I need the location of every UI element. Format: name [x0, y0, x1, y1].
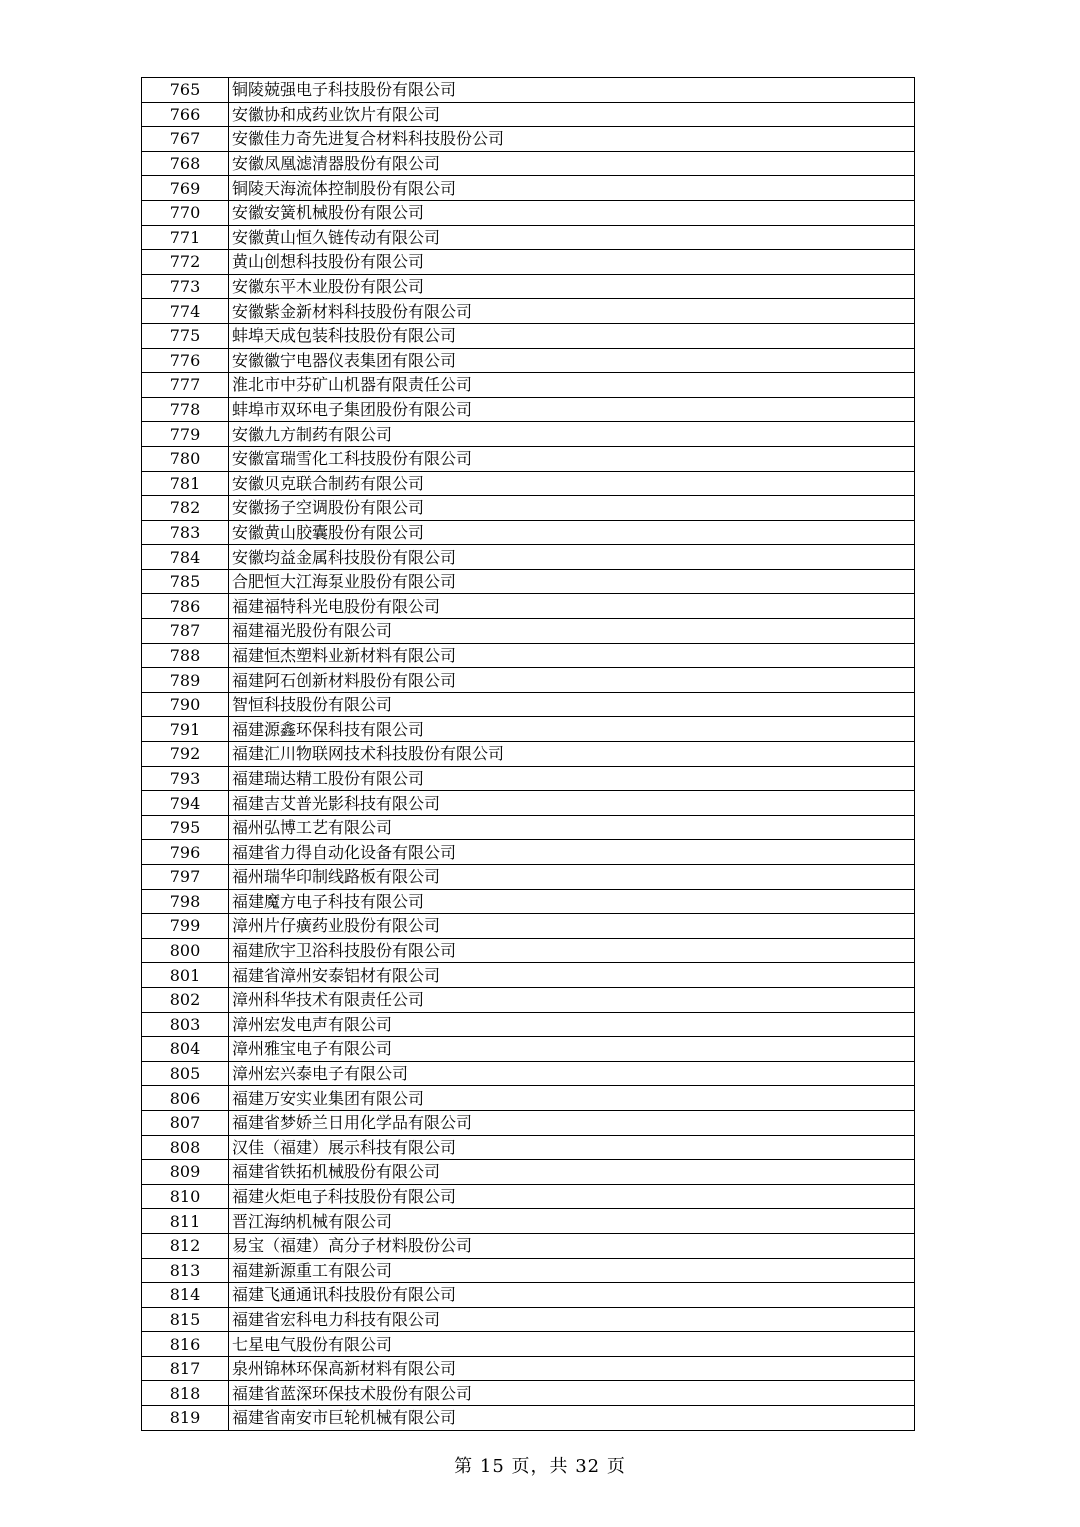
table-row	[142, 815, 915, 840]
company-name: 安徽安簧机械股份有限公司	[229, 200, 915, 225]
row-number: 790	[142, 692, 229, 717]
table-row	[142, 299, 915, 324]
row-number: 815	[142, 1307, 229, 1332]
table-row	[142, 1012, 915, 1037]
company-name: 福州瑞华印制线路板有限公司	[229, 865, 915, 890]
table-row	[142, 692, 915, 717]
table-row	[142, 1406, 915, 1431]
company-name: 智恒科技股份有限公司	[229, 692, 915, 717]
table-row	[142, 1233, 915, 1258]
company-name: 安徽徽宁电器仪表集团有限公司	[229, 348, 915, 373]
row-number: 765	[142, 78, 229, 103]
company-list-body	[142, 78, 915, 1431]
row-number: 773	[142, 274, 229, 299]
table-row	[142, 151, 915, 176]
company-name: 安徽黄山恒久链传动有限公司	[229, 225, 915, 250]
row-number: 777	[142, 373, 229, 398]
row-number: 771	[142, 225, 229, 250]
table-row	[142, 742, 915, 767]
company-name: 安徽佳力奇先进复合材料科技股份公司	[229, 127, 915, 152]
table-row	[142, 865, 915, 890]
row-number: 805	[142, 1061, 229, 1086]
table-row	[142, 594, 915, 619]
table-row	[142, 1381, 915, 1406]
company-name: 福建火炬电子科技股份有限公司	[229, 1184, 915, 1209]
company-name: 安徽凤凰滤清器股份有限公司	[229, 151, 915, 176]
company-name: 泉州锦林环保高新材料有限公司	[229, 1356, 915, 1381]
company-name: 安徽协和成药业饮片有限公司	[229, 102, 915, 127]
table-row	[142, 520, 915, 545]
table-row	[142, 1356, 915, 1381]
table-row	[142, 274, 915, 299]
table-row	[142, 963, 915, 988]
table-row	[142, 78, 915, 103]
row-number: 800	[142, 938, 229, 963]
company-name: 安徽九方制药有限公司	[229, 422, 915, 447]
table-row	[142, 914, 915, 939]
table-row	[142, 496, 915, 521]
table-row	[142, 1283, 915, 1308]
company-name: 福建恒杰塑料业新材料有限公司	[229, 643, 915, 668]
row-number: 804	[142, 1037, 229, 1062]
company-name: 漳州宏兴泰电子有限公司	[229, 1061, 915, 1086]
row-number: 766	[142, 102, 229, 127]
table-row	[142, 1332, 915, 1357]
company-name: 淮北市中芬矿山机器有限责任公司	[229, 373, 915, 398]
table-row	[142, 176, 915, 201]
company-name: 福建瑞达精工股份有限公司	[229, 766, 915, 791]
table-row	[142, 397, 915, 422]
table-row	[142, 373, 915, 398]
row-number: 816	[142, 1332, 229, 1357]
company-name: 七星电气股份有限公司	[229, 1332, 915, 1357]
company-name: 福建欣宇卫浴科技股份有限公司	[229, 938, 915, 963]
company-name: 福建省铁拓机械股份有限公司	[229, 1160, 915, 1185]
row-number: 813	[142, 1258, 229, 1283]
company-name: 安徽扬子空调股份有限公司	[229, 496, 915, 521]
company-name: 安徽黄山胶囊股份有限公司	[229, 520, 915, 545]
company-name: 福建万安实业集团有限公司	[229, 1086, 915, 1111]
row-number: 803	[142, 1012, 229, 1037]
company-name: 福建魔方电子科技有限公司	[229, 889, 915, 914]
row-number: 780	[142, 446, 229, 471]
row-number: 801	[142, 963, 229, 988]
table-row	[142, 569, 915, 594]
table-row	[142, 938, 915, 963]
company-name: 福建源鑫环保科技有限公司	[229, 717, 915, 742]
row-number: 809	[142, 1160, 229, 1185]
table-row	[142, 1184, 915, 1209]
row-number: 794	[142, 791, 229, 816]
company-name: 晋江海纳机械有限公司	[229, 1209, 915, 1234]
row-number: 781	[142, 471, 229, 496]
company-name: 安徽紫金新材料科技股份有限公司	[229, 299, 915, 324]
table-row	[142, 102, 915, 127]
row-number: 784	[142, 545, 229, 570]
table-row	[142, 987, 915, 1012]
row-number: 797	[142, 865, 229, 890]
row-number: 772	[142, 250, 229, 275]
company-name: 漳州科华技术有限责任公司	[229, 987, 915, 1012]
company-name: 福建吉艾普光影科技有限公司	[229, 791, 915, 816]
row-number: 810	[142, 1184, 229, 1209]
table-row	[142, 643, 915, 668]
table-row	[142, 717, 915, 742]
row-number: 798	[142, 889, 229, 914]
row-number: 814	[142, 1283, 229, 1308]
company-name: 漳州片仔癀药业股份有限公司	[229, 914, 915, 939]
company-name: 福州弘博工艺有限公司	[229, 815, 915, 840]
company-name: 汉佳（福建）展示科技有限公司	[229, 1135, 915, 1160]
table-row	[142, 1209, 915, 1234]
table-row	[142, 619, 915, 644]
company-name: 黄山创想科技股份有限公司	[229, 250, 915, 275]
row-number: 796	[142, 840, 229, 865]
company-name: 铜陵天海流体控制股份有限公司	[229, 176, 915, 201]
table-row	[142, 791, 915, 816]
company-name: 安徽富瑞雪化工科技股份有限公司	[229, 446, 915, 471]
company-name: 福建阿石创新材料股份有限公司	[229, 668, 915, 693]
table-row	[142, 127, 915, 152]
row-number: 799	[142, 914, 229, 939]
row-number: 807	[142, 1110, 229, 1135]
company-name: 安徽均益金属科技股份有限公司	[229, 545, 915, 570]
table-row	[142, 1061, 915, 1086]
row-number: 802	[142, 987, 229, 1012]
page-footer: 第 15 页，共 32 页	[454, 1456, 626, 1477]
company-list-table	[141, 77, 915, 1431]
company-name: 福建飞通通讯科技股份有限公司	[229, 1283, 915, 1308]
row-number: 795	[142, 815, 229, 840]
row-number: 788	[142, 643, 229, 668]
company-name: 福建省漳州安泰铝材有限公司	[229, 963, 915, 988]
row-number: 782	[142, 496, 229, 521]
row-number: 818	[142, 1381, 229, 1406]
row-number: 819	[142, 1406, 229, 1431]
company-name: 蚌埠天成包装科技股份有限公司	[229, 323, 915, 348]
row-number: 812	[142, 1233, 229, 1258]
company-name: 福建省蓝深环保技术股份有限公司	[229, 1381, 915, 1406]
table-row	[142, 1086, 915, 1111]
table-row	[142, 668, 915, 693]
company-name: 福建福光股份有限公司	[229, 619, 915, 644]
table-row	[142, 250, 915, 275]
row-number: 779	[142, 422, 229, 447]
company-name: 福建福特科光电股份有限公司	[229, 594, 915, 619]
row-number: 769	[142, 176, 229, 201]
company-name: 福建省力得自动化设备有限公司	[229, 840, 915, 865]
table-row	[142, 1258, 915, 1283]
row-number: 775	[142, 323, 229, 348]
company-name: 漳州宏发电声有限公司	[229, 1012, 915, 1037]
row-number: 774	[142, 299, 229, 324]
company-name: 安徽东平木业股份有限公司	[229, 274, 915, 299]
company-name: 合肥恒大江海泵业股份有限公司	[229, 569, 915, 594]
row-number: 770	[142, 200, 229, 225]
row-number: 778	[142, 397, 229, 422]
company-name: 蚌埠市双环电子集团股份有限公司	[229, 397, 915, 422]
company-name: 铜陵兢强电子科技股份有限公司	[229, 78, 915, 103]
table-row	[142, 1037, 915, 1062]
company-name: 福建省南安市巨轮机械有限公司	[229, 1406, 915, 1431]
table-row	[142, 348, 915, 373]
row-number: 786	[142, 594, 229, 619]
table-row	[142, 471, 915, 496]
table-row	[142, 889, 915, 914]
table-row	[142, 200, 915, 225]
company-name: 福建汇川物联网技术科技股份有限公司	[229, 742, 915, 767]
row-number: 817	[142, 1356, 229, 1381]
table-row	[142, 1160, 915, 1185]
table-row	[142, 422, 915, 447]
row-number: 808	[142, 1135, 229, 1160]
row-number: 787	[142, 619, 229, 644]
row-number: 783	[142, 520, 229, 545]
table-row	[142, 446, 915, 471]
company-name: 安徽贝克联合制药有限公司	[229, 471, 915, 496]
table-row	[142, 225, 915, 250]
table-row	[142, 323, 915, 348]
row-number: 776	[142, 348, 229, 373]
row-number: 811	[142, 1209, 229, 1234]
table-row	[142, 1307, 915, 1332]
table-row	[142, 1110, 915, 1135]
table-row	[142, 766, 915, 791]
row-number: 785	[142, 569, 229, 594]
row-number: 793	[142, 766, 229, 791]
company-name: 福建省宏科电力科技有限公司	[229, 1307, 915, 1332]
company-name: 漳州雅宝电子有限公司	[229, 1037, 915, 1062]
company-name: 易宝（福建）高分子材料股份公司	[229, 1233, 915, 1258]
row-number: 767	[142, 127, 229, 152]
row-number: 806	[142, 1086, 229, 1111]
row-number: 789	[142, 668, 229, 693]
company-name: 福建省梦娇兰日用化学品有限公司	[229, 1110, 915, 1135]
table-row	[142, 840, 915, 865]
row-number: 792	[142, 742, 229, 767]
table-row	[142, 1135, 915, 1160]
table-row	[142, 545, 915, 570]
row-number: 768	[142, 151, 229, 176]
row-number: 791	[142, 717, 229, 742]
company-name: 福建新源重工有限公司	[229, 1258, 915, 1283]
